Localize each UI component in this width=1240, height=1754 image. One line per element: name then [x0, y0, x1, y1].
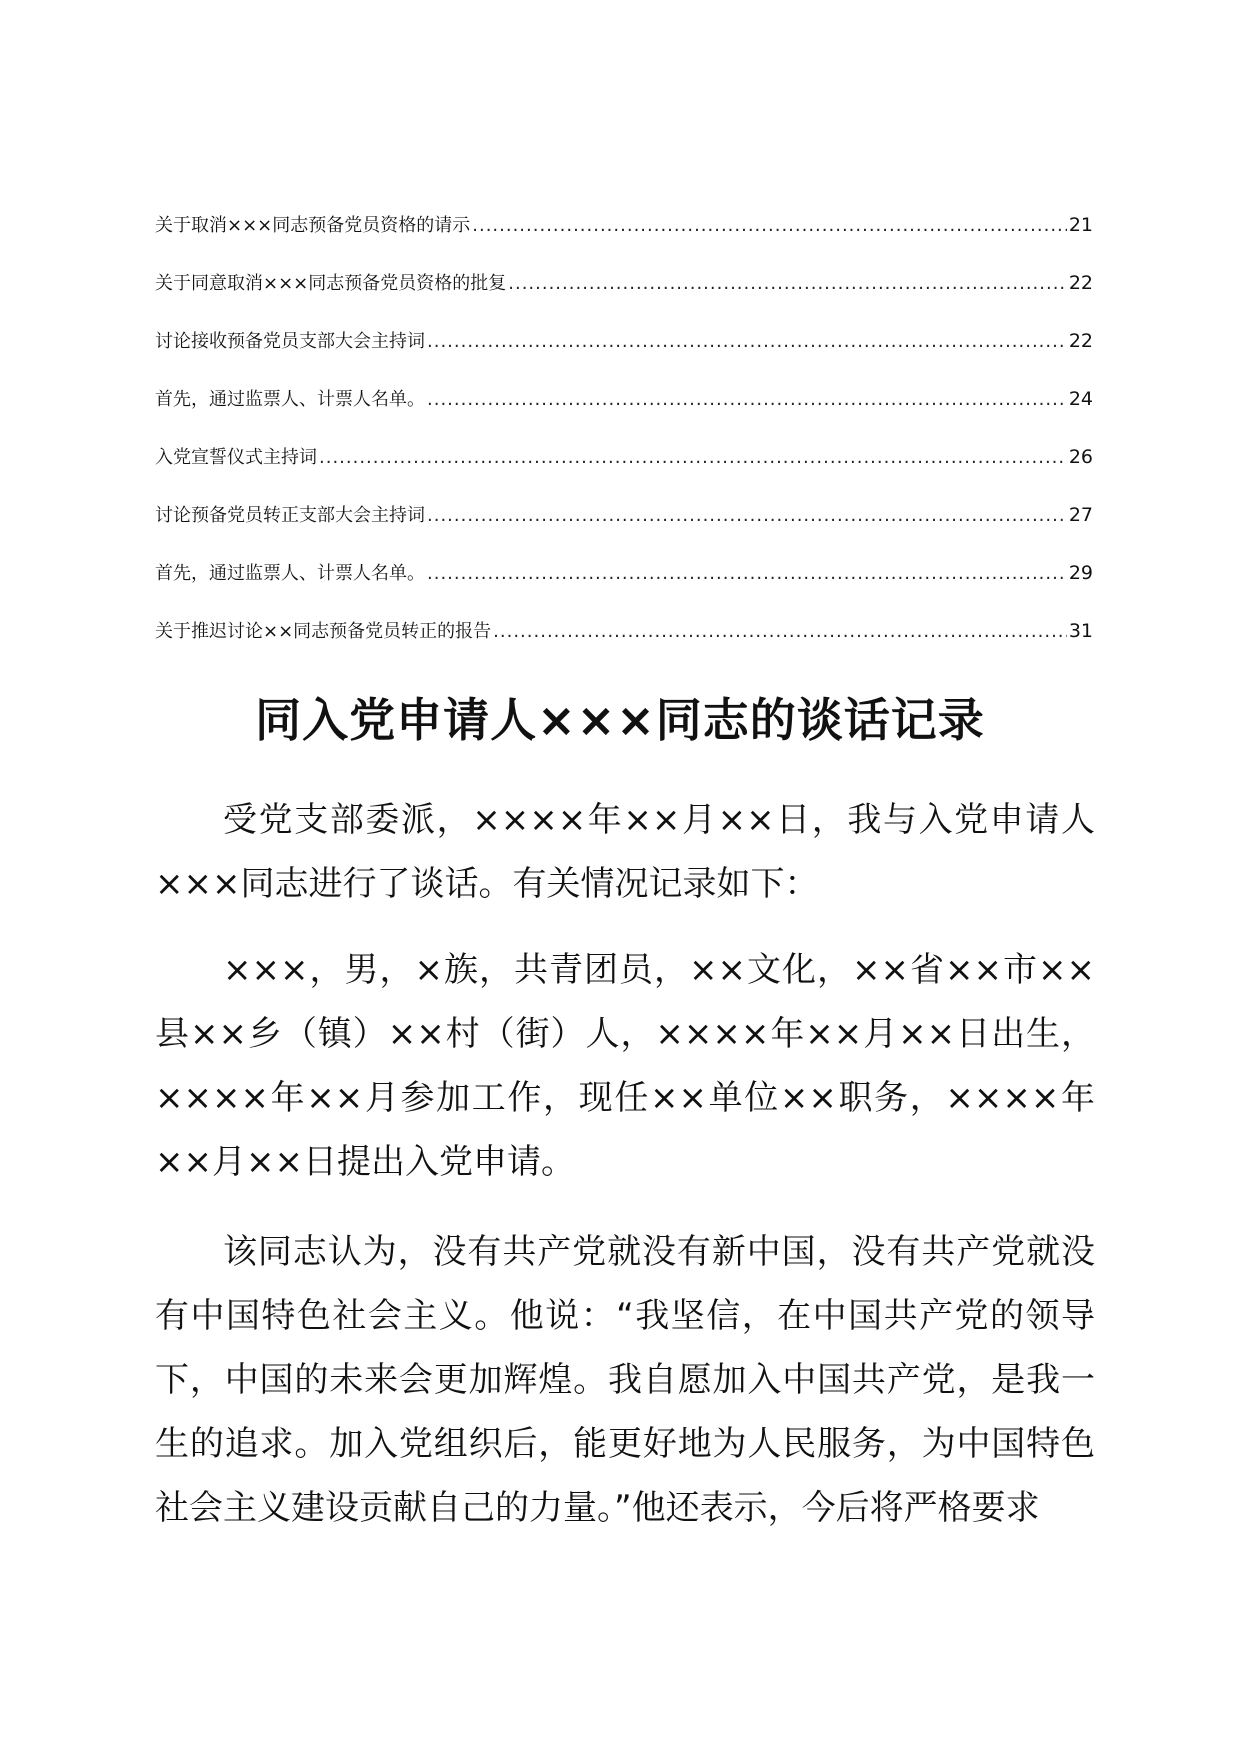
body-paragraph: 受党支部委派，××××年××月××日，我与入党申请人×××同志进行了谈话。有关情况记录如下： — [155, 800, 1095, 904]
toc-entry-title: 关于推迟讨论××同志预备党员转正的报告 — [155, 621, 492, 642]
toc-entry-page: 26 — [1068, 446, 1093, 468]
toc-entry[interactable] — [155, 212, 1093, 270]
toc-dot-leader — [508, 271, 1067, 297]
toc-dot-leader — [427, 503, 1067, 529]
toc-entry-title: 关于取消×××同志预备党员资格的请示 — [155, 215, 471, 236]
toc-entry-page: 22 — [1068, 330, 1093, 352]
toc-dot-leader — [319, 445, 1067, 471]
toc-entry-page: 22 — [1068, 272, 1093, 294]
toc-entry-page: 31 — [1068, 620, 1093, 642]
table-of-contents — [155, 212, 1093, 676]
body-paragraph: 该同志认为，没有共产党就没有新中国，没有共产党就没有中国特色社会主义。他说：“我坚信，在中国共产党的领导下，中国的未来会更加辉煌。我自愿加入中国共产党，是我一生的追求。加入党组织后，能更好地为人民服务，为中国特色社会主义建设贡献自己的力量。”他还表示，今后将严格要求 — [155, 1232, 1095, 1528]
toc-entry-page: 24 — [1068, 388, 1093, 410]
toc-dot-leader — [427, 561, 1067, 587]
toc-entry-page: 27 — [1068, 504, 1093, 526]
toc-dot-leader — [493, 619, 1067, 645]
toc-entry[interactable] — [155, 270, 1093, 328]
toc-entry-title: 入党宣誓仪式主持词 — [155, 447, 317, 468]
toc-dot-leader — [427, 387, 1067, 413]
toc-entry[interactable] — [155, 618, 1093, 676]
body-paragraph: ×××，男，×族，共青团员，××文化，××省××市××县××乡（镇）××村（街）人，××××年××月××日出生，××××年××月参加工作，现任××单位××职务，××××年××月××日提出入党申请。 — [155, 950, 1095, 1182]
toc-entry[interactable] — [155, 560, 1093, 618]
toc-entry-title: 首先，通过监票人、计票人名单。 — [155, 389, 425, 410]
toc-entry[interactable] — [155, 444, 1093, 502]
document-title: 同入党申请人×××同志的谈话记录 — [255, 693, 985, 747]
toc-entry-page: 21 — [1068, 214, 1093, 236]
toc-entry[interactable] — [155, 328, 1093, 386]
toc-entry-title: 首先，通过监票人、计票人名单。 — [155, 563, 425, 584]
toc-entry-page: 29 — [1068, 562, 1093, 584]
toc-entry-title: 关于同意取消×××同志预备党员资格的批复 — [155, 273, 507, 294]
toc-dot-leader — [427, 329, 1067, 355]
toc-entry[interactable] — [155, 502, 1093, 560]
toc-entry-title: 讨论接收预备党员支部大会主持词 — [155, 331, 425, 352]
toc-entry[interactable] — [155, 386, 1093, 444]
toc-entry-title: 讨论预备党员转正支部大会主持词 — [155, 505, 425, 526]
toc-dot-leader — [472, 213, 1067, 239]
